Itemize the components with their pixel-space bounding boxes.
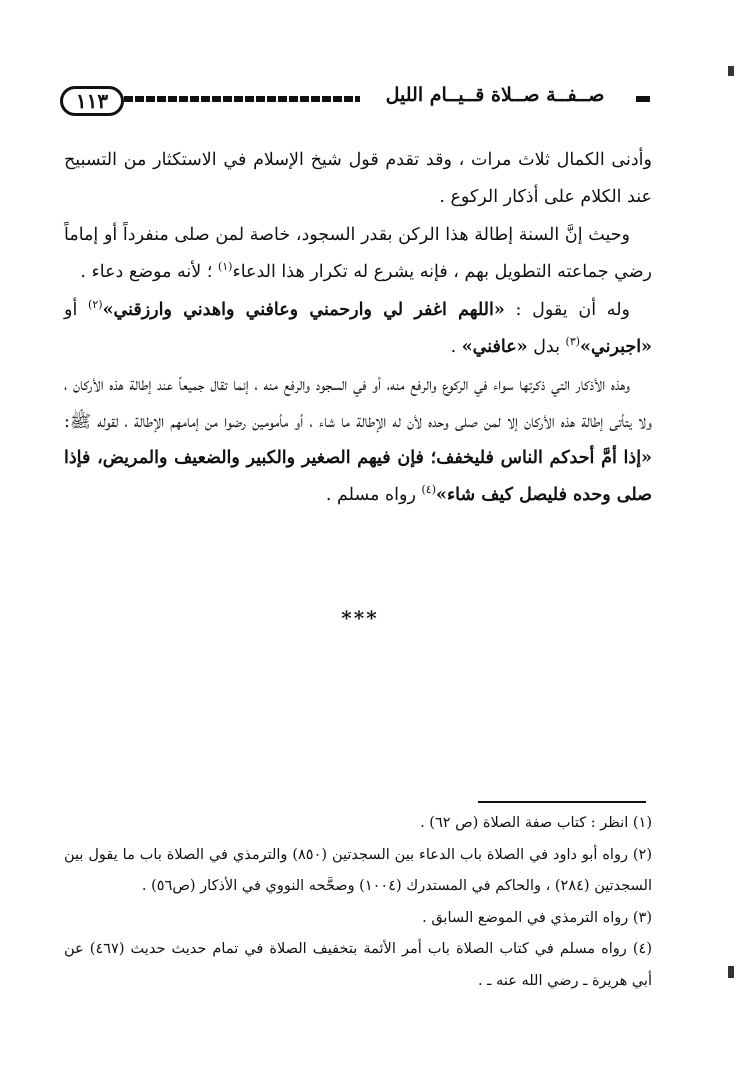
running-title: صــفــة صــلاة قــيــام الليل — [385, 84, 605, 106]
footnotes — [64, 808, 652, 997]
footnote-ref: (٤) — [421, 482, 436, 496]
page-header — [60, 86, 660, 120]
footnote-rule — [478, 801, 646, 803]
scan-mark — [728, 966, 734, 978]
text-run: رواه مسلم . — [325, 484, 422, 505]
footnote: (١) انظر : كتاب صفة الصلاة (ص ٦٢) . — [420, 815, 652, 831]
paragraph — [64, 367, 652, 513]
footnote: (٢) رواه أبو داود في الصلاة باب الدعاء بين السجدتين (٨٥٠) والترمذي في الصلاة باب ما يقول بين السجدتين (٢٨٤) ، والحاكم في المستدرك (١٠٠٤) وصحَّحه النووي في الأذكار (ص٥٦) . — [64, 846, 652, 894]
page-number: ١١٣ — [60, 86, 124, 116]
paragraph — [64, 292, 652, 365]
main-text — [64, 142, 652, 515]
hadith-quote: «اجبرني» — [580, 336, 652, 357]
footnote-ref: (١) — [217, 259, 233, 273]
hadith-quote: «اللهم اغفر لي وارحمني وعافني واهدني وارزقني» — [102, 300, 505, 320]
text-run: . — [450, 336, 462, 357]
section-separator: *** — [341, 606, 379, 630]
text-run: وهذه الأذكار التي ذكرتها سواء في الركوع والرفع منه، أو في السجود والرفع منه ، إنما تقال جميعاً عند إطالة هذه الأركان ، ولا يتأتى إطالة هذه الأركان إلا لمن صلى وحده لأن له الإطالة ما شاء ، أو مأمومين رضوا من إمامهم الإطالة ، لقوله ﷺ: — [64, 375, 652, 432]
text-run: وحيث إنَّ السنة إطالة هذا الركن بقدر السجود، خاصة لمن صلى منفرداً أو إماماً رضي جماعته التطويل بهم ، فإنه يشرع له تكرار هذا الدعاء — [64, 225, 652, 282]
footnote-ref: (٢) — [88, 298, 103, 312]
footnote-ref: (٣) — [565, 334, 581, 348]
hadith-quote: «إذا أمَّ أحدكم الناس فليخفف؛ فإن فيهم الصغير والكبير والضعيف والمريض، فإذا صلى وحده فليصل كيف شاء» — [64, 448, 652, 505]
text-run: ؛ لأنه موضع دعاء . — [80, 261, 218, 282]
footnote: (٣) رواه الترمذي في الموضع السابق . — [422, 909, 652, 926]
text-run: وله أن يقول : — [504, 300, 630, 320]
text-run: بدل — [527, 336, 566, 357]
text-run: أو — [64, 300, 89, 320]
paragraph — [64, 217, 652, 290]
footnote: (٤) رواه مسلم في كتاب الصلاة باب أمر الأئمة بتخفيف الصلاة في تمام حديث حديث (٤٦٧) عن أبي هريرة ـ رضي الله عنه ـ . — [64, 941, 652, 989]
scan-mark — [728, 66, 734, 76]
header-rule-end — [636, 96, 650, 102]
header-rule — [124, 96, 360, 102]
paragraph: وأدنى الكمال ثلاث مرات ، وقد تقدم قول شيخ الإسلام في الاستكثار من التسبيح عند الكلام على أذكار الركوع . — [64, 150, 652, 207]
hadith-quote: «عافني» — [461, 336, 528, 357]
